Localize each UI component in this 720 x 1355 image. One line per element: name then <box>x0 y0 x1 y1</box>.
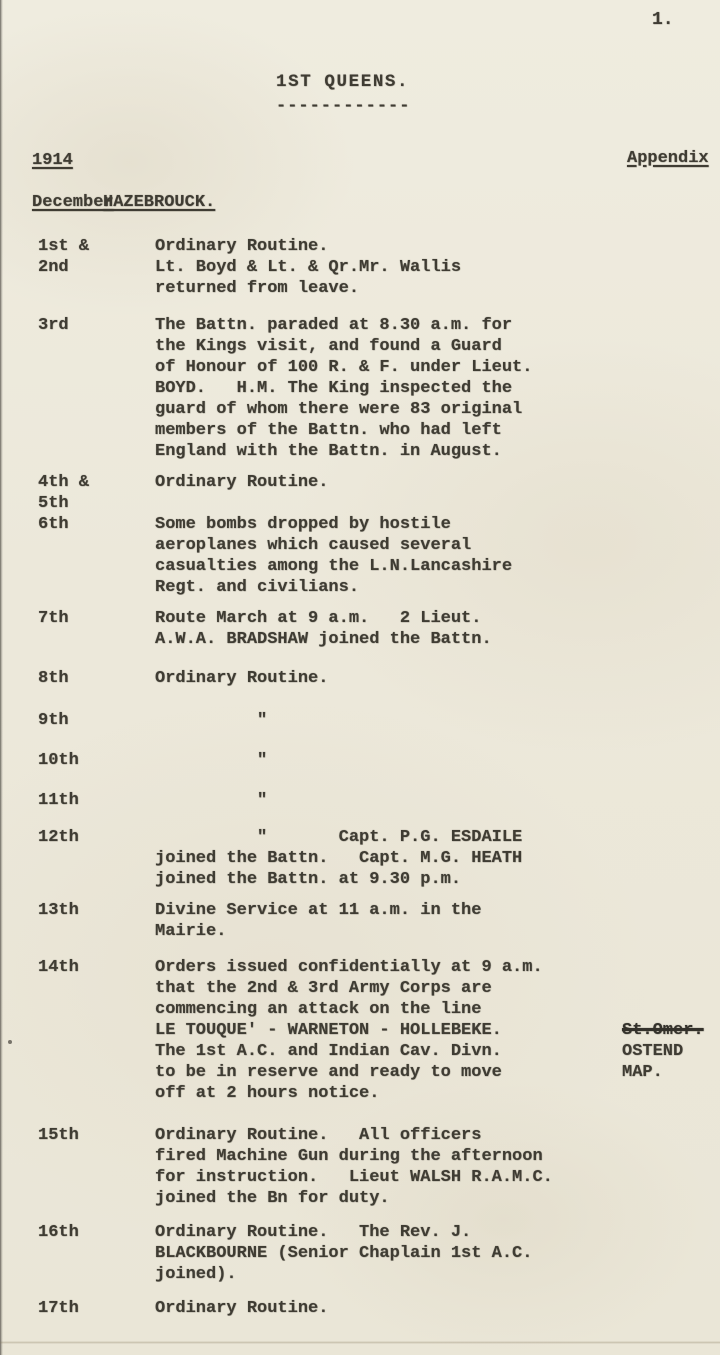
entry-line: A.W.A. BRADSHAW joined the Battn. <box>155 630 492 649</box>
entry-date-line: 15th <box>38 1126 79 1145</box>
entry-date-line: 14th <box>38 958 79 977</box>
entry-text <box>155 1125 720 1209</box>
entry-date <box>0 750 155 771</box>
title-underline-dashes: ------------ <box>276 97 411 116</box>
diary-entry <box>0 1222 720 1285</box>
location-heading: HAZEBROUCK. <box>103 193 216 212</box>
entry-date-line: 8th <box>38 669 69 688</box>
entry-line: to be in reserve and ready to move <box>155 1063 502 1082</box>
entry-text <box>155 236 720 299</box>
entry-line: Ordinary Routine. All officers <box>155 1126 482 1145</box>
entry-line: Ordinary Routine. The Rev. J. <box>155 1223 472 1242</box>
appendix-label: Appendix <box>627 149 709 168</box>
entry-date-line: 16th <box>38 1223 79 1242</box>
entry-date <box>0 900 155 942</box>
diary-entry <box>0 236 720 299</box>
entry-line: " <box>155 751 268 770</box>
entry-text <box>155 827 720 890</box>
entry-line: returned from leave. <box>155 279 360 298</box>
entry-date-line: 7th <box>38 609 69 628</box>
entry-line: Mairie. <box>155 922 227 941</box>
entry-line: joined the Bn for duty. <box>155 1189 390 1208</box>
entry-line: England with the Battn. in August. <box>155 442 502 461</box>
diary-entry <box>0 750 720 771</box>
entry-date-line: 2nd <box>38 258 69 277</box>
entry-text <box>155 1222 720 1285</box>
entry-date-line: 11th <box>38 791 79 810</box>
entry-line: for instruction. Lieut WALSH R.A.M.C. <box>155 1168 553 1187</box>
entry-date-line: 1st & <box>38 237 90 256</box>
entry-line: joined the Battn. at 9.30 p.m. <box>155 870 462 889</box>
entry-date <box>0 1125 155 1209</box>
entry-date <box>0 514 155 598</box>
month-heading: December <box>32 193 114 212</box>
diary-entry <box>0 827 720 890</box>
entry-date <box>0 710 155 731</box>
diary-entry <box>0 957 720 1104</box>
scan-bottom-crease <box>0 1341 720 1344</box>
entry-text <box>155 1298 720 1319</box>
entry-text <box>155 790 720 811</box>
entry-line: " <box>155 791 268 810</box>
entry-line: Divine Service at 11 a.m. in the <box>155 901 482 920</box>
entry-line: commencing an attack on the line <box>155 1000 482 1019</box>
entry-line: " Capt. P.G. ESDAILE <box>155 828 523 847</box>
entry-line: Ordinary Routine. <box>155 1299 329 1318</box>
entry-line: BLACKBOURNE (Senior Chaplain 1st A.C. <box>155 1244 533 1263</box>
entry-date <box>0 790 155 811</box>
entry-date <box>0 472 155 514</box>
entry-text <box>155 608 720 650</box>
entry-date <box>0 1222 155 1285</box>
margin-note-line: OSTEND <box>622 1042 684 1061</box>
entry-date <box>0 668 155 689</box>
entry-text <box>155 900 720 942</box>
entry-line: Regt. and civilians. <box>155 578 360 597</box>
diary-entry <box>0 710 720 731</box>
entry-text <box>155 315 720 462</box>
entry-line: Some bombs dropped by hostile <box>155 515 451 534</box>
entry-line: LE TOUQUE' - WARNETON - HOLLEBEKE. <box>155 1021 502 1040</box>
diary-entries <box>0 236 720 1334</box>
diary-entry <box>0 1298 720 1319</box>
entry-date <box>0 236 155 299</box>
entry-date <box>0 315 155 462</box>
margin-note-line: MAP. <box>622 1063 663 1082</box>
entry-line: off at 2 hours notice. <box>155 1084 380 1103</box>
entry-line: Lt. Boyd & Lt. & Qr.Mr. Wallis <box>155 258 462 277</box>
diary-entry <box>0 668 720 689</box>
diary-entry <box>0 1125 720 1209</box>
entry-line: BOYD. H.M. The King inspected the <box>155 379 513 398</box>
entry-line: guard of whom there were 83 original <box>155 400 523 419</box>
entry-line: joined the Battn. Capt. M.G. HEATH <box>155 849 523 868</box>
diary-entry <box>0 472 720 514</box>
diary-entry <box>0 315 720 462</box>
entry-line: Ordinary Routine. <box>155 669 329 688</box>
entry-date-line: 12th <box>38 828 79 847</box>
entry-date-line: 6th <box>38 515 69 534</box>
entry-date-line: 10th <box>38 751 79 770</box>
margin-note <box>622 1020 704 1083</box>
entry-line: Orders issued confidentially at 9 a.m. <box>155 958 543 977</box>
entry-date-line: 17th <box>38 1299 79 1318</box>
diary-entry <box>0 790 720 811</box>
entry-date-line: 4th & <box>38 473 90 492</box>
entry-date <box>0 608 155 650</box>
entry-line: The Battn. paraded at 8.30 a.m. for <box>155 316 513 335</box>
entry-line: fired Machine Gun during the afternoon <box>155 1147 543 1166</box>
entry-line: that the 2nd & 3rd Army Corps are <box>155 979 492 998</box>
entry-text <box>155 750 720 771</box>
diary-entry <box>0 608 720 650</box>
margin-note-struck-text: St.Omer. <box>622 1021 704 1040</box>
entry-date-line: 9th <box>38 711 69 730</box>
unit-title: 1ST QUEENS. <box>276 72 410 92</box>
entry-line: the Kings visit, and found a Guard <box>155 337 502 356</box>
diary-entry <box>0 514 720 598</box>
entry-line: " <box>155 711 268 730</box>
year-heading: 1914 <box>32 151 73 170</box>
entry-line: members of the Battn. who had left <box>155 421 502 440</box>
entry-line: of Honour of 100 R. & F. under Lieut. <box>155 358 533 377</box>
entry-date-line: 5th <box>38 494 69 513</box>
entry-line: aeroplanes which caused several <box>155 536 472 555</box>
diary-entry <box>0 900 720 942</box>
entry-date-line: 13th <box>38 901 79 920</box>
entry-date-line: 3rd <box>38 316 69 335</box>
entry-line: The 1st A.C. and Indian Cav. Divn. <box>155 1042 502 1061</box>
entry-line: casualties among the L.N.Lancashire <box>155 557 513 576</box>
entry-line: Route March at 9 a.m. 2 Lieut. <box>155 609 482 628</box>
entry-line: Ordinary Routine. <box>155 237 329 256</box>
entry-date <box>0 957 155 1104</box>
entry-text <box>155 472 720 514</box>
entry-text <box>155 710 720 731</box>
entry-date <box>0 827 155 890</box>
page-number: 1. <box>652 10 674 30</box>
entry-line: Ordinary Routine. <box>155 473 329 492</box>
entry-date <box>0 1298 155 1319</box>
entry-text <box>155 668 720 689</box>
entry-text <box>155 514 720 598</box>
entry-line: joined). <box>155 1265 237 1284</box>
